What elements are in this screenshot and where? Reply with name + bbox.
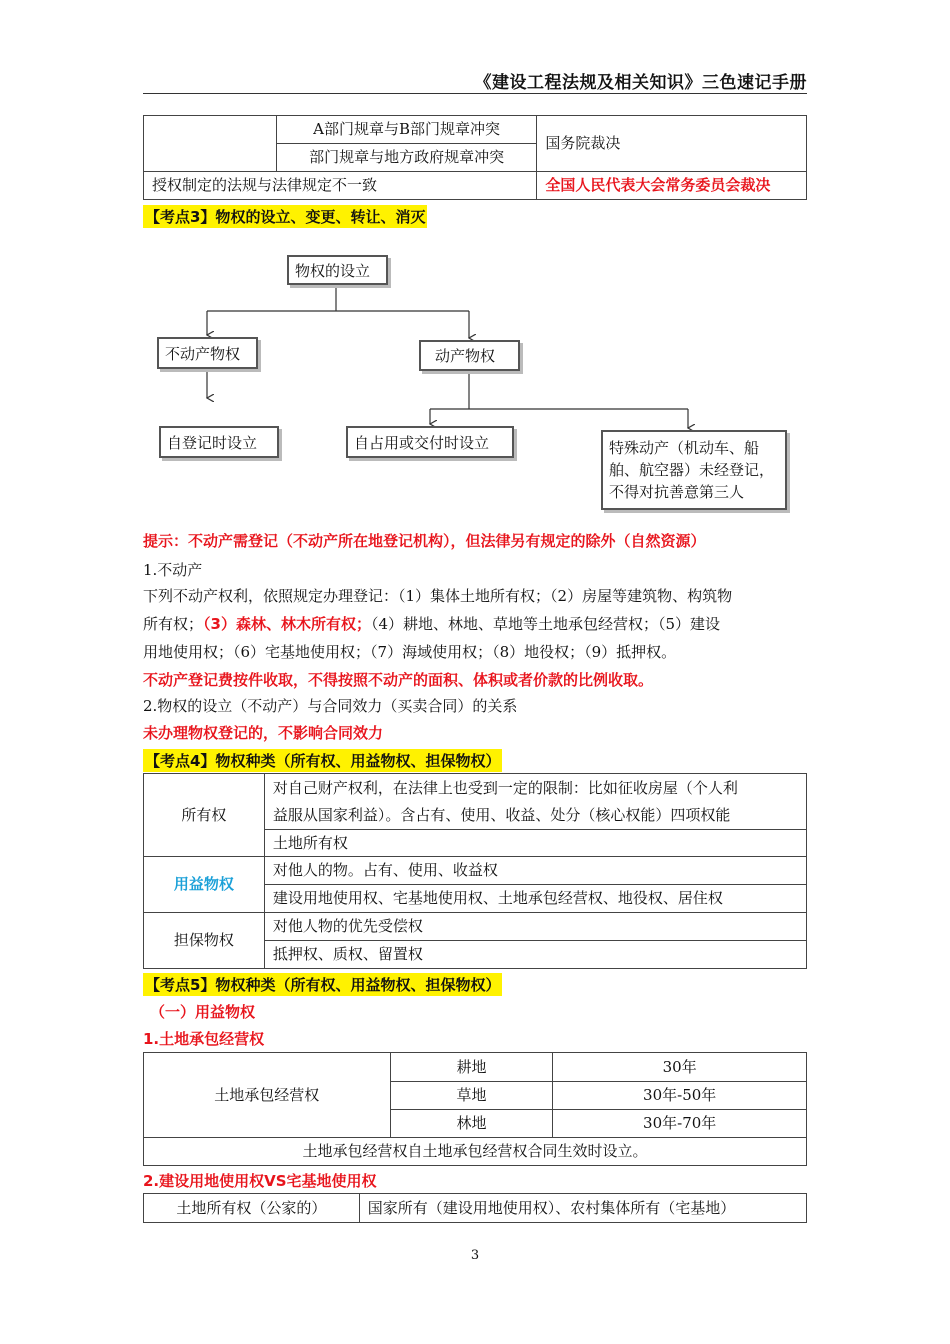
conflict-result-1: 国务院裁决 [537, 116, 807, 172]
land-years-3: 30年-70年 [553, 1110, 807, 1138]
land-contract-heading: 1.土地承包经营权 [143, 1030, 265, 1048]
conflict-row-2: 部门规章与地方政府规章冲突 [276, 144, 537, 172]
construction-vs-homestead-heading: 2.建设用地使用权VS宅基地使用权 [143, 1172, 377, 1190]
special-line-3: 不得对抗善意第三人 [609, 483, 745, 501]
usufruct-subheading: （一）用益物权 [150, 1003, 256, 1021]
land-contract-name: 土地承包经营权 [144, 1053, 391, 1138]
node-movable: 动产物权 [419, 340, 520, 371]
land-ownership-label: 土地所有权（公家的） [144, 1194, 360, 1223]
ownership-desc [264, 774, 806, 830]
land-contract-note: 土地承包经营权自土地承包经营权合同生效时设立。 [144, 1138, 807, 1166]
page-number: 3 [470, 1248, 480, 1263]
ownership-desc-2: 益服从国家利益）。含占有、使用、收益、处分（核心权能）四项权能 [272, 805, 731, 824]
property-types-table [143, 773, 807, 969]
registration-paragraph-1: 下列不动产权利，依照规定办理登记：（1）集体土地所有权；（2）房屋等建筑物、构筑物 [143, 587, 733, 605]
kd3-heading: 【考点3】物权的设立、变更、转让、消灭 [143, 205, 427, 228]
land-ownership-value: 国家所有（建设用地使用权）、农村集体所有（宅基地） [359, 1194, 806, 1223]
land-contract-table [143, 1052, 807, 1166]
type-ownership: 所有权 [144, 774, 265, 857]
type-security: 担保物权 [144, 913, 265, 969]
kd5-heading: 【考点5】物权种类（所有权、用益物权、担保物权） [143, 973, 502, 996]
kd4-heading: 【考点4】物权种类（所有权、用益物权、担保物权） [143, 749, 502, 772]
p1b-red: （3）森林、林木所有权； [203, 615, 371, 633]
land-type-1: 耕地 [390, 1053, 553, 1082]
type-usufruct: 用益物权 [144, 857, 265, 913]
section-immovable-heading: 1.不动产 [143, 561, 203, 579]
land-years-1: 30年 [553, 1053, 807, 1082]
p1b-post: （4）耕地、林地、草地等土地承包经营权；（5）建设 [370, 615, 721, 633]
contract-rule: 未办理物权登记的，不影响合同效力 [143, 724, 384, 742]
section-contract-heading: 2.物权的设立（不动产）与合同效力（买卖合同）的关系 [143, 697, 518, 715]
special-line-1: 特殊动产（机动车、船 [609, 439, 760, 457]
usufruct-example: 建设用地使用权、宅基地使用权、土地承包经营权、地役权、居住权 [264, 885, 806, 913]
registration-paragraph-3: 用地使用权；（6）宅基地使用权；（7）海域使用权；（8）地役权；（9）抵押权。 [143, 643, 677, 661]
conflict-result-2: 全国人民代表大会常务委员会裁决 [537, 172, 807, 200]
node-root: 物权的设立 [287, 255, 388, 285]
usufruct-desc: 对他人的物。占有、使用、收益权 [264, 857, 806, 885]
p1b-pre: 所有权； [143, 615, 204, 633]
tip-text: 提示：不动产需登记（不动产所在地登记机构），但法律另有规定的除外（自然资源） [143, 532, 706, 550]
ownership-desc-1: 对自己财产权利，在法律上也受到一定的限制：比如征收房屋（个人利 [272, 778, 738, 797]
fee-rule: 不动产登记费按件收取，不得按照不动产的面积、体积或者价款的比例收取。 [143, 671, 654, 689]
diagram-connectors [0, 0, 950, 540]
land-ownership-table [143, 1193, 807, 1223]
special-line-2: 舶、航空器）未经登记， [609, 461, 775, 479]
land-type-3: 林地 [390, 1110, 553, 1138]
conflict-row-1: A部门规章与B部门规章冲突 [276, 116, 537, 144]
ownership-example: 土地所有权 [264, 830, 806, 857]
node-delivery: 自占用或交付时设立 [346, 426, 514, 458]
node-special-movable [601, 430, 787, 510]
node-registration: 自登记时设立 [159, 426, 279, 458]
conflict-row-3: 授权制定的法规与法律规定不一致 [144, 172, 537, 200]
node-immovable: 不动产物权 [157, 337, 258, 369]
doc-header-title: 《建设工程法规及相关知识》三色速记手册 [474, 73, 807, 93]
land-type-2: 草地 [390, 1082, 553, 1110]
registration-paragraph-2 [143, 613, 720, 634]
security-example: 抵押权、质权、留置权 [264, 941, 806, 969]
security-desc: 对他人物的优先受偿权 [264, 913, 806, 941]
land-years-2: 30年-50年 [553, 1082, 807, 1110]
